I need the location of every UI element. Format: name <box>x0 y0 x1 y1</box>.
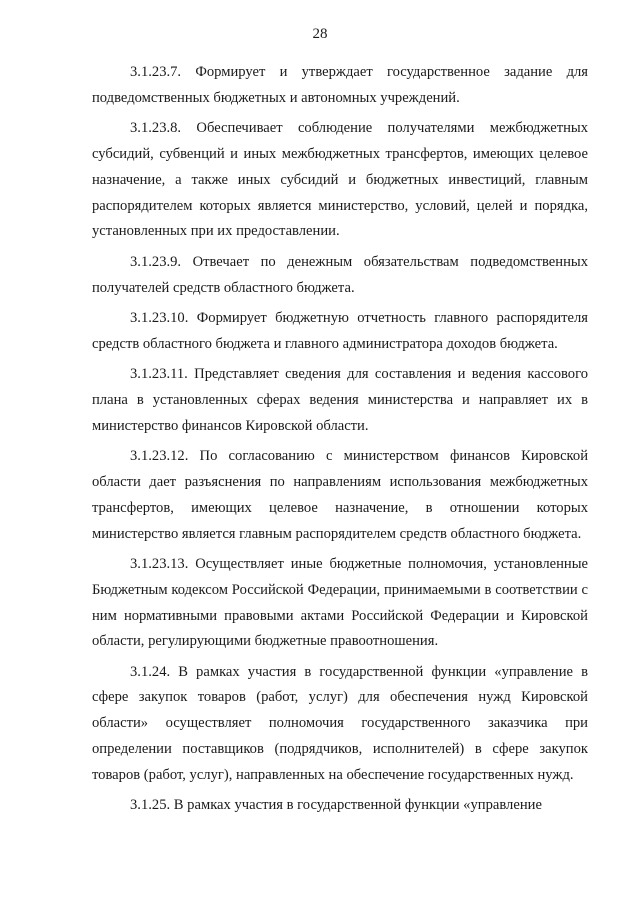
paragraph-text: Формирует и утверждает государственное задание для подведомственных бюджетных и автономных учреждений. <box>92 64 588 106</box>
paragraph-3-1-23-12 <box>92 444 588 547</box>
paragraph-text: В рамках участия в государственной функции «управление в сфере закупок товаров (работ, услуг) для обеспечения нужд Кировской области» осуществляет полномочия государственного заказчика при определении поставщиков (подрядчиков, исполнителей) в сфере закупок товаров (работ, услуг), направленных на обеспечение государственных нужд. <box>92 663 588 783</box>
paragraph-3-1-23-11 <box>92 362 588 439</box>
paragraph-text: Отвечает по денежным обязательствам подведомственных получателей средств областного бюджета. <box>92 253 588 296</box>
paragraph-number: 3.1.24. <box>130 663 171 680</box>
paragraph-3-1-23-7 <box>92 60 588 112</box>
paragraph-text: Осуществляет иные бюджетные полномочия, установленные Бюджетным кодексом Российской Федерации, принимаемыми в соответствии с ним нормативными правовыми актами Российской Федерации и Кировской области, регулирующими бюджетные правоотношения. <box>92 555 588 650</box>
paragraph-number: 3.1.23.10. <box>130 309 189 326</box>
paragraph-3-1-24 <box>92 660 588 789</box>
paragraph-3-1-23-8 <box>92 116 588 245</box>
paragraph-text: Формирует бюджетную отчетность главного распорядителя средств областного бюджета и главного администратора доходов бюджета. <box>92 309 589 352</box>
paragraph-text: Обеспечивает соблюдение получателями межбюджетных субсидий, субвенций и иных межбюджетных трансфертов, имеющих целевое назначение, а также иных субсидий и бюджетных инвестиций, главным распорядителем которых является министерство, условий, целей и порядка, установленных при их предоставлении. <box>92 120 588 240</box>
paragraph-text: Представляет сведения для составления и ведения кассового плана в установленных сферах ведения министерства и направляет их в министерство финансов Кировской области. <box>92 366 588 434</box>
paragraph-3-1-23-10 <box>92 306 588 358</box>
paragraph-3-1-25 <box>92 793 588 819</box>
document-body <box>92 60 588 824</box>
page-number: 28 <box>312 26 328 42</box>
paragraph-number: 3.1.23.9. <box>130 253 182 270</box>
paragraph-number: 3.1.23.7. <box>130 64 182 80</box>
paragraph-text: В рамках участия в государственной функции «управление <box>173 797 542 814</box>
paragraph-number: 3.1.23.13. <box>130 555 189 572</box>
paragraph-3-1-23-9 <box>92 250 588 302</box>
paragraph-number: 3.1.25. <box>130 797 171 814</box>
paragraph-3-1-23-13 <box>92 552 588 655</box>
paragraph-number: 3.1.23.8. <box>130 120 182 137</box>
paragraph-text: По согласованию с министерством финансов Кировской области дает разъяснения по направлениям использования межбюджетных трансфертов, имеющих целевое назначение, в отношении которых министерство является главным распорядителем средств областного бюджета. <box>92 448 589 542</box>
paragraph-number: 3.1.23.12. <box>130 448 189 465</box>
paragraph-number: 3.1.23.11. <box>130 366 188 383</box>
